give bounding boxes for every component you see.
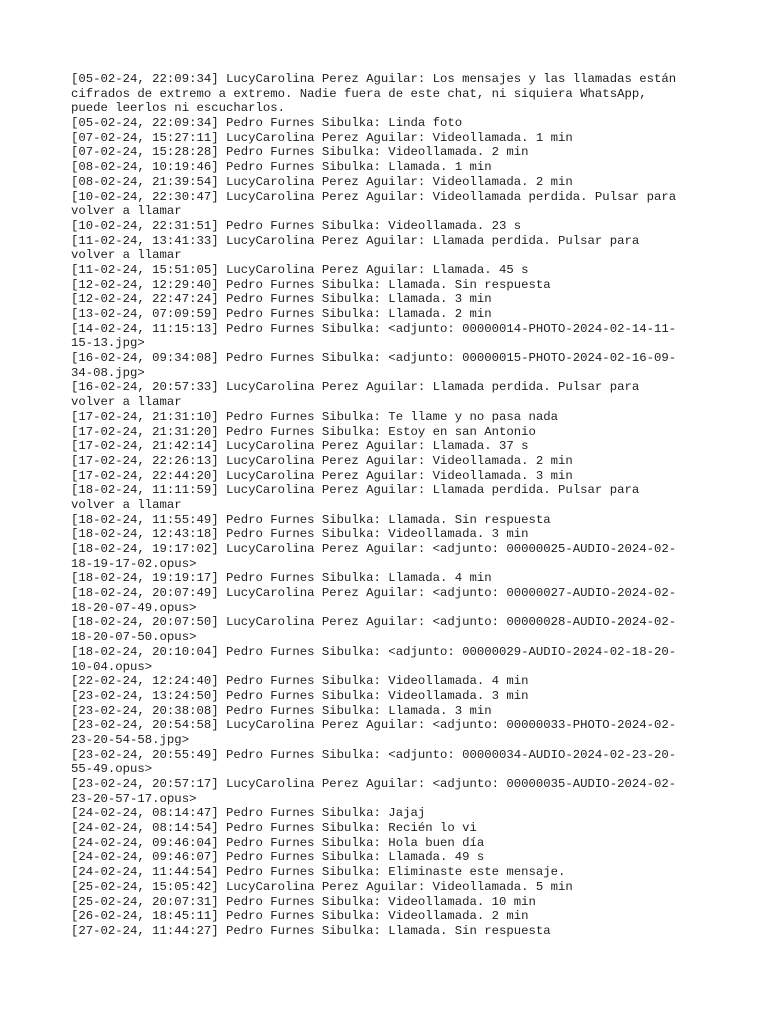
transcript-line: volver a llamar [71, 395, 182, 410]
transcript-line: [05-02-24, 22:09:34] LucyCarolina Perez Aguilar: Los mensajes y las llamadas están [71, 72, 677, 86]
transcript-line: 23-20-54-58.jpg> [71, 732, 190, 747]
transcript-line: 55-49.opus> [71, 762, 153, 777]
transcript-line: [18-02-24, 20:07:49] LucyCarolina Perez Aguilar: <adjunto: 00000027-AUDIO-2024-02- [71, 586, 677, 601]
transcript-line: [27-02-24, 11:44:27] Pedro Furnes Sibulka: Llamada. Sin respuesta [71, 923, 551, 938]
transcript-line: [25-02-24, 15:05:42] LucyCarolina Perez Aguilar: Videollamada. 5 min [71, 879, 573, 894]
transcript-line: cifrados de extremo a extremo. Nadie fuera de este chat, ni siquiera WhatsApp, [71, 86, 647, 101]
transcript-line: [18-02-24, 11:55:49] Pedro Furnes Sibulka: Llamada. Sin respuesta [71, 512, 551, 527]
transcript-line: [17-02-24, 21:31:10] Pedro Furnes Sibulka: Te llame y no pasa nada [71, 409, 559, 424]
transcript-line: [25-02-24, 20:07:31] Pedro Furnes Sibulka: Videollamada. 10 min [71, 894, 536, 909]
transcript-line: [16-02-24, 09:34:08] Pedro Furnes Sibulka: <adjunto: 00000015-PHOTO-2024-02-16-09- [71, 351, 677, 366]
transcript-line: 23-20-57-17.opus> [71, 791, 197, 806]
transcript-line: volver a llamar [71, 204, 182, 219]
transcript-line: [18-02-24, 12:43:18] Pedro Furnes Sibulka: Videollamada. 3 min [71, 527, 529, 542]
transcript-line: [10-02-24, 22:30:47] LucyCarolina Perez Aguilar: Videollamada perdida. Pulsar para [71, 189, 677, 204]
transcript-line: 10-04.opus> [71, 659, 153, 674]
transcript-line: [13-02-24, 07:09:59] Pedro Furnes Sibulka: Llamada. 2 min [71, 307, 492, 321]
transcript-line: [14-02-24, 11:15:13] Pedro Furnes Sibulka: <adjunto: 00000014-PHOTO-2024-02-14-11- [71, 321, 677, 336]
transcript-line: [24-02-24, 09:46:07] Pedro Furnes Sibulka: Llamada. 49 s [71, 850, 485, 865]
transcript-line: [18-02-24, 20:10:04] Pedro Furnes Sibulka: <adjunto: 00000029-AUDIO-2024-02-18-20- [71, 644, 677, 659]
transcript-line: [17-02-24, 21:42:14] LucyCarolina Perez Aguilar: Llamada. 37 s [71, 439, 529, 454]
transcript-line: [23-02-24, 20:38:08] Pedro Furnes Sibulka: Llamada. 3 min [71, 703, 492, 718]
transcript-line: 34-08.jpg> [71, 365, 145, 380]
transcript-line: [12-02-24, 12:29:40] Pedro Furnes Sibulka: Llamada. Sin respuesta [71, 277, 551, 292]
transcript-line: [24-02-24, 11:44:54] Pedro Furnes Sibulka: Eliminaste este mensaje. [71, 865, 566, 880]
transcript-line: [05-02-24, 22:09:34] Pedro Furnes Sibulka: Linda foto [71, 116, 463, 131]
transcript-line: [17-02-24, 22:44:20] LucyCarolina Perez Aguilar: Videollamada. 3 min [71, 468, 573, 483]
transcript-line: 15-13.jpg> [71, 336, 145, 351]
transcript-line: [23-02-24, 20:54:58] LucyCarolina Perez Aguilar: <adjunto: 00000033-PHOTO-2024-02- [71, 718, 677, 733]
transcript-line: [07-02-24, 15:27:11] LucyCarolina Perez Aguilar: Videollamada. 1 min [71, 130, 573, 145]
chat-transcript [71, 72, 701, 939]
transcript-line: [24-02-24, 08:14:47] Pedro Furnes Sibulka: Jajaj [71, 806, 426, 821]
transcript-line: volver a llamar [71, 497, 182, 512]
transcript-line: [18-02-24, 20:07:50] LucyCarolina Perez Aguilar: <adjunto: 00000028-AUDIO-2024-02- [71, 615, 677, 630]
transcript-line: 18-20-07-49.opus> [71, 600, 197, 615]
transcript-line: [08-02-24, 21:39:54] LucyCarolina Perez Aguilar: Videollamada. 2 min [71, 174, 573, 189]
transcript-line: [23-02-24, 20:55:49] Pedro Furnes Sibulka: <adjunto: 00000034-AUDIO-2024-02-23-20- [71, 747, 677, 762]
transcript-line: [23-02-24, 13:24:50] Pedro Furnes Sibulka: Videollamada. 3 min [71, 688, 529, 703]
transcript-line: [07-02-24, 15:28:28] Pedro Furnes Sibulka: Videollamada. 2 min [71, 145, 529, 160]
transcript-line: 18-20-07-50.opus> [71, 630, 197, 645]
transcript-line: 18-19-17-02.opus> [71, 556, 197, 571]
transcript-line: [18-02-24, 11:11:59] LucyCarolina Perez Aguilar: Llamada perdida. Pulsar para [71, 483, 640, 498]
transcript-line: [12-02-24, 22:47:24] Pedro Furnes Sibulka: Llamada. 3 min [71, 292, 492, 307]
transcript-line: [18-02-24, 19:19:17] Pedro Furnes Sibulka: Llamada. 4 min [71, 571, 492, 586]
transcript-line: [17-02-24, 22:26:13] LucyCarolina Perez Aguilar: Videollamada. 2 min [71, 453, 573, 468]
transcript-line: [11-02-24, 15:51:05] LucyCarolina Perez Aguilar: Llamada. 45 s [71, 262, 529, 277]
transcript-line: puede leerlos ni escucharlos. [71, 101, 286, 116]
transcript-line: [23-02-24, 20:57:17] LucyCarolina Perez Aguilar: <adjunto: 00000035-AUDIO-2024-02- [71, 777, 677, 791]
transcript-line: volver a llamar [71, 248, 182, 263]
transcript-line: [24-02-24, 09:46:04] Pedro Furnes Sibulka: Hola buen día [71, 835, 485, 850]
transcript-line: [11-02-24, 13:41:33] LucyCarolina Perez Aguilar: Llamada perdida. Pulsar para [71, 233, 640, 248]
transcript-line: [10-02-24, 22:31:51] Pedro Furnes Sibulka: Videollamada. 23 s [71, 218, 522, 233]
transcript-line: [08-02-24, 10:19:46] Pedro Furnes Sibulka: Llamada. 1 min [71, 160, 492, 175]
transcript-line: [16-02-24, 20:57:33] LucyCarolina Perez Aguilar: Llamada perdida. Pulsar para [71, 380, 640, 395]
transcript-line: [18-02-24, 19:17:02] LucyCarolina Perez Aguilar: <adjunto: 00000025-AUDIO-2024-02- [71, 542, 677, 556]
transcript-line: [24-02-24, 08:14:54] Pedro Furnes Sibulka: Recién lo vi [71, 821, 477, 836]
transcript-line: [22-02-24, 12:24:40] Pedro Furnes Sibulka: Videollamada. 4 min [71, 674, 529, 689]
transcript-line: [26-02-24, 18:45:11] Pedro Furnes Sibulka: Videollamada. 2 min [71, 909, 529, 924]
transcript-line: [17-02-24, 21:31:20] Pedro Furnes Sibulka: Estoy en san Antonio [71, 424, 536, 439]
